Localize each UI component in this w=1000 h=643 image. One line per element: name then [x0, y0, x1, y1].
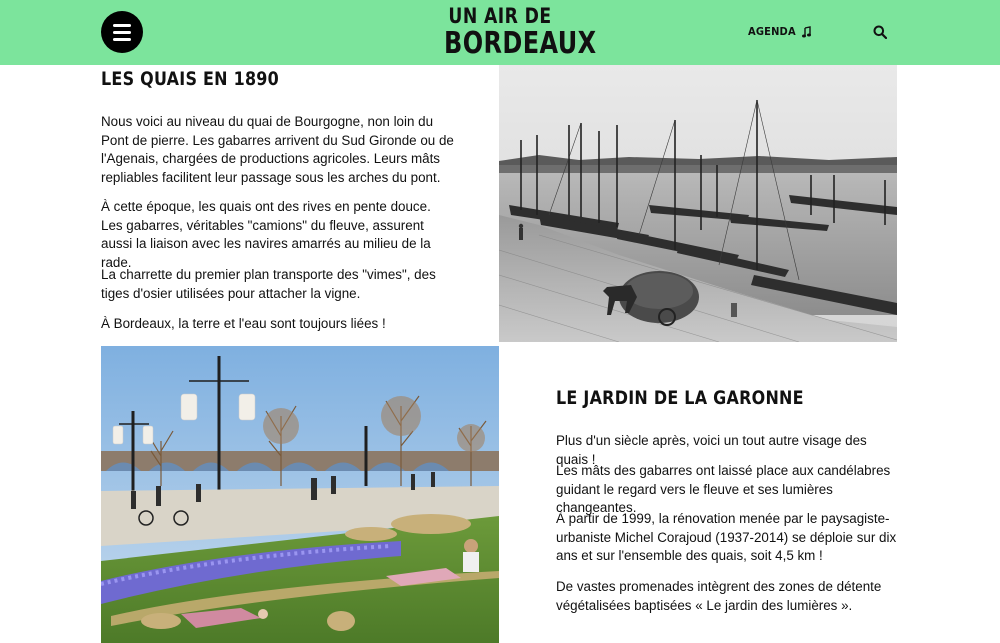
site-header: [0, 0, 1000, 65]
section1-paragraph: À cette époque, les quais ont des rives en pente douce. Les gabarres, véritables "camions" du fleuve, assurent aussi la liaison avec les navires amarrés au milieu de la rade.: [101, 199, 431, 270]
section-title-quais-1890: LES QUAIS EN 1890: [101, 68, 280, 90]
logo-line1: UN AIR DE: [448, 4, 552, 28]
site-logo[interactable]: [430, 0, 597, 62]
logo-line2: BORDEAUX: [444, 26, 597, 61]
hamburger-menu-icon: [113, 38, 131, 41]
hamburger-menu-button[interactable]: [101, 11, 143, 53]
section2-paragraph: Plus d'un siècle après, voici un tout autre visage des quais !: [556, 433, 867, 467]
nav-agenda-link[interactable]: AGENDA: [748, 25, 796, 38]
section2-paragraph: Les mâts des gabarres ont laissé place aux candélabres guidant le regard vers le fleuve et ses lumières changeantes.: [556, 463, 891, 516]
historic-quays-photo: [499, 65, 897, 342]
music-note-icon[interactable]: [800, 26, 812, 40]
hamburger-menu-icon: [113, 31, 131, 34]
section2-paragraph: À partir de 1999, la rénovation menée par le paysagiste-urbaniste Michel Corajoud (1937-2014) se déploie sur dix ans et sur l'ensemble des quais, soit 4,5 km !: [556, 511, 897, 564]
search-icon[interactable]: [873, 25, 887, 39]
section-title-jardin-garonne: LE JARDIN DE LA GARONNE: [556, 387, 804, 409]
hamburger-menu-icon: [113, 24, 131, 27]
section1-paragraph: À Bordeaux, la terre et l'eau sont toujours liées !: [101, 316, 386, 331]
section1-paragraph: La charrette du premier plan transporte des "vimes", des tiges d'osier utilisées pour attacher la vigne.: [101, 267, 436, 301]
section1-paragraph: Nous voici au niveau du quai de Bourgogne, non loin du Pont de pierre. Les gabarres arrivent du Sud Gironde ou de l'Agenais, chargées de productions agricoles. Leurs mâts repliables facilitent leur passage sous les arches du pont.: [101, 114, 454, 185]
section2-paragraph: De vastes promenades intègrent des zones de détente végétalisées baptisées « Le jardin des lumières ».: [556, 579, 882, 613]
jardin-garonne-photo: [101, 346, 499, 643]
